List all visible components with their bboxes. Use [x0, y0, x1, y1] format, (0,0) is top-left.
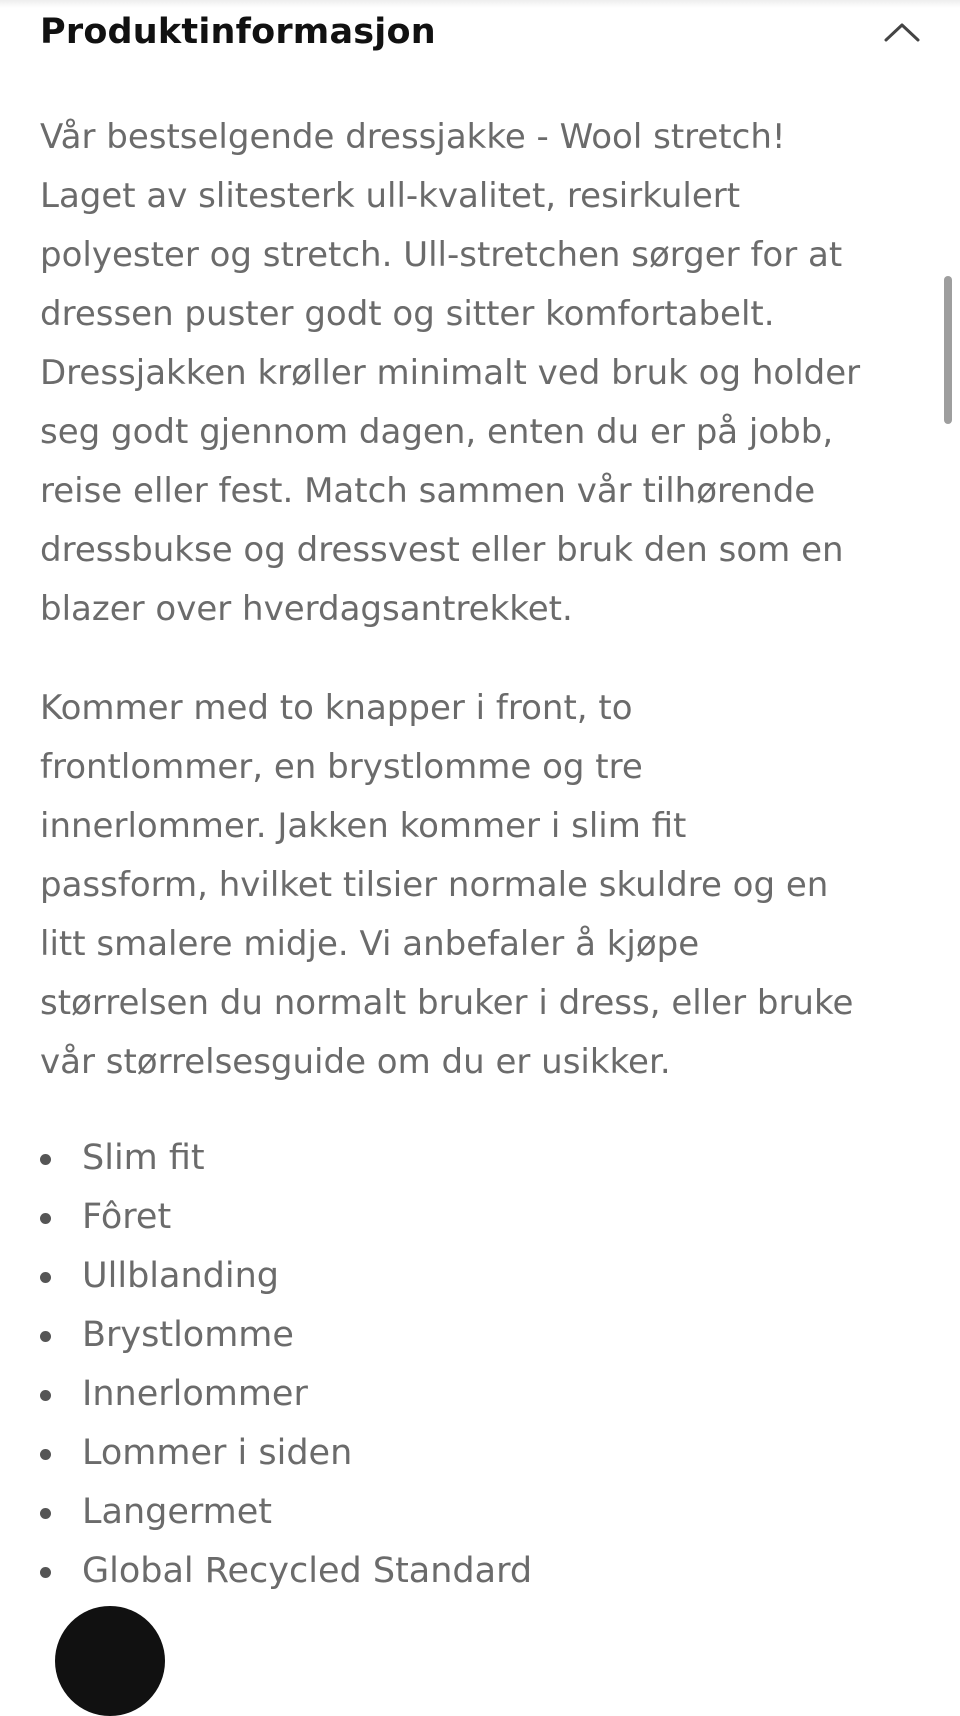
- feature-label: Ullblanding: [82, 1256, 279, 1296]
- product-info-accordion-header[interactable]: [40, 0, 920, 64]
- feature-item: [40, 1306, 920, 1365]
- chevron-up-icon[interactable]: [884, 14, 920, 50]
- feature-label: Lommer i siden: [82, 1433, 353, 1473]
- feature-label: Slim fit: [82, 1138, 205, 1178]
- bullet-icon: [40, 1390, 51, 1401]
- feature-label: Brystlomme: [82, 1315, 294, 1355]
- bullet-icon: [40, 1154, 51, 1165]
- bullet-icon: [40, 1272, 51, 1283]
- accordion-title: Produktinformasjon: [40, 12, 436, 52]
- feature-label: Innerlommer: [82, 1374, 308, 1414]
- feature-item: [40, 1542, 920, 1601]
- bullet-icon: [40, 1213, 51, 1224]
- feature-item: [40, 1365, 920, 1424]
- feature-list: [40, 1129, 920, 1601]
- feature-item: [40, 1483, 920, 1542]
- scrollbar-thumb[interactable]: [944, 276, 952, 424]
- feature-item: [40, 1247, 920, 1306]
- feature-item: [40, 1188, 920, 1247]
- feature-item: [40, 1424, 920, 1483]
- product-info-content: [40, 108, 920, 1601]
- floating-action-button[interactable]: [55, 1606, 165, 1716]
- bullet-icon: [40, 1331, 51, 1342]
- description-paragraph: Kommer med to knapper i front, to frontlommer, en brystlomme og tre innerlommer. Jakken kommer i slim fit passform, hvilket tilsier normale skuldre og en litt smalere midje. Vi anbefaler å kjøpe størrelsen du normalt bruker i dress, eller bruke vår størrelsesguide om du er usikker.: [40, 688, 854, 1082]
- description-paragraph: Vår bestselgende dressjakke - Wool stretch! Laget av slitesterk ull-kvalitet, resirkulert polyester og stretch. Ull-stretchen sørger for at dressen puster godt og sitter komfortabelt. Dressjakken krøller minimalt ved bruk og holder seg godt gjennom dagen, enten du er på jobb, reise eller fest. Match sammen vår tilhørende dressbukse og dressvest eller bruk den som en blazer over hverdagsantrekket.: [40, 117, 861, 629]
- bullet-icon: [40, 1508, 51, 1519]
- feature-label: Global Recycled Standard: [82, 1551, 533, 1591]
- bullet-icon: [40, 1449, 51, 1460]
- bullet-icon: [40, 1567, 51, 1578]
- feature-item: [40, 1129, 920, 1188]
- feature-label: Fôret: [82, 1197, 172, 1237]
- feature-label: Langermet: [82, 1492, 273, 1532]
